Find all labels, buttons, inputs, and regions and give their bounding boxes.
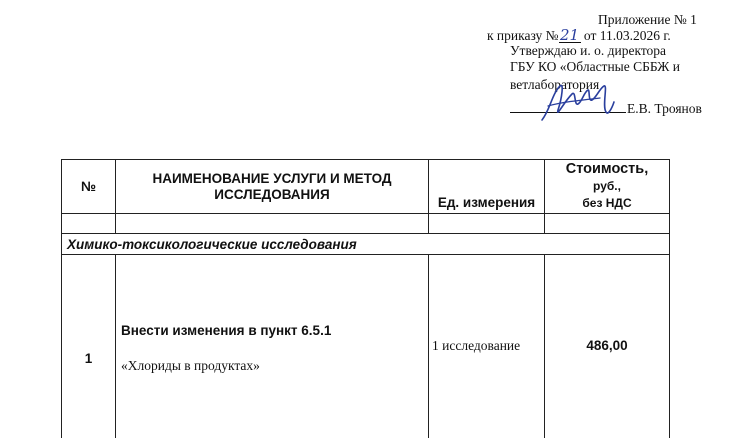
row-service-title: Внести изменения в пункт 6.5.1: [121, 322, 332, 338]
header-service-name: НАИМЕНОВАНИЕ УСЛУГИ И МЕТОД ИССЛЕДОВАНИЯ: [116, 160, 429, 214]
table-header-row: [62, 160, 670, 214]
header-cost-line-3: без НДС: [582, 196, 632, 210]
organization-line-2: ветлаборатория: [510, 77, 600, 92]
row-number: 1: [62, 255, 116, 438]
row-cost: 486,00: [545, 255, 670, 438]
services-table: [61, 159, 670, 438]
table-row: [62, 255, 670, 438]
empty-cell: [62, 214, 116, 234]
handwritten-signature: [538, 80, 618, 131]
header-cost: [545, 160, 670, 214]
organization-line-1: ГБУ КО «Областные СББЖ и: [510, 59, 680, 74]
order-date: от 11.03.2026 г.: [583, 28, 671, 43]
approve-line: Утверждаю и. о. директора: [510, 43, 667, 58]
order-reference: [487, 27, 671, 44]
section-title: Химико-токсикологические исследования: [62, 234, 670, 255]
order-number: 21: [560, 26, 580, 44]
section-row: [62, 234, 670, 255]
header-cost-line-2: руб.,: [593, 179, 621, 193]
header-unit: Ед. измерения: [429, 160, 545, 214]
row-service-name: [116, 255, 429, 438]
director-name: Е.В. Троянов: [627, 101, 702, 116]
header-cost-line-1: Стоимость,: [565, 161, 649, 177]
empty-cell: [545, 214, 670, 234]
order-prefix: к приказу №: [487, 28, 559, 43]
empty-row: [62, 214, 670, 234]
empty-cell: [116, 214, 429, 234]
row-unit: 1 исследование: [429, 255, 545, 438]
appendix-label: Приложение № 1: [598, 12, 697, 27]
row-service-note: «Хлориды в продуктах»: [121, 357, 260, 373]
empty-cell: [429, 214, 545, 234]
header-number: №: [62, 160, 116, 214]
